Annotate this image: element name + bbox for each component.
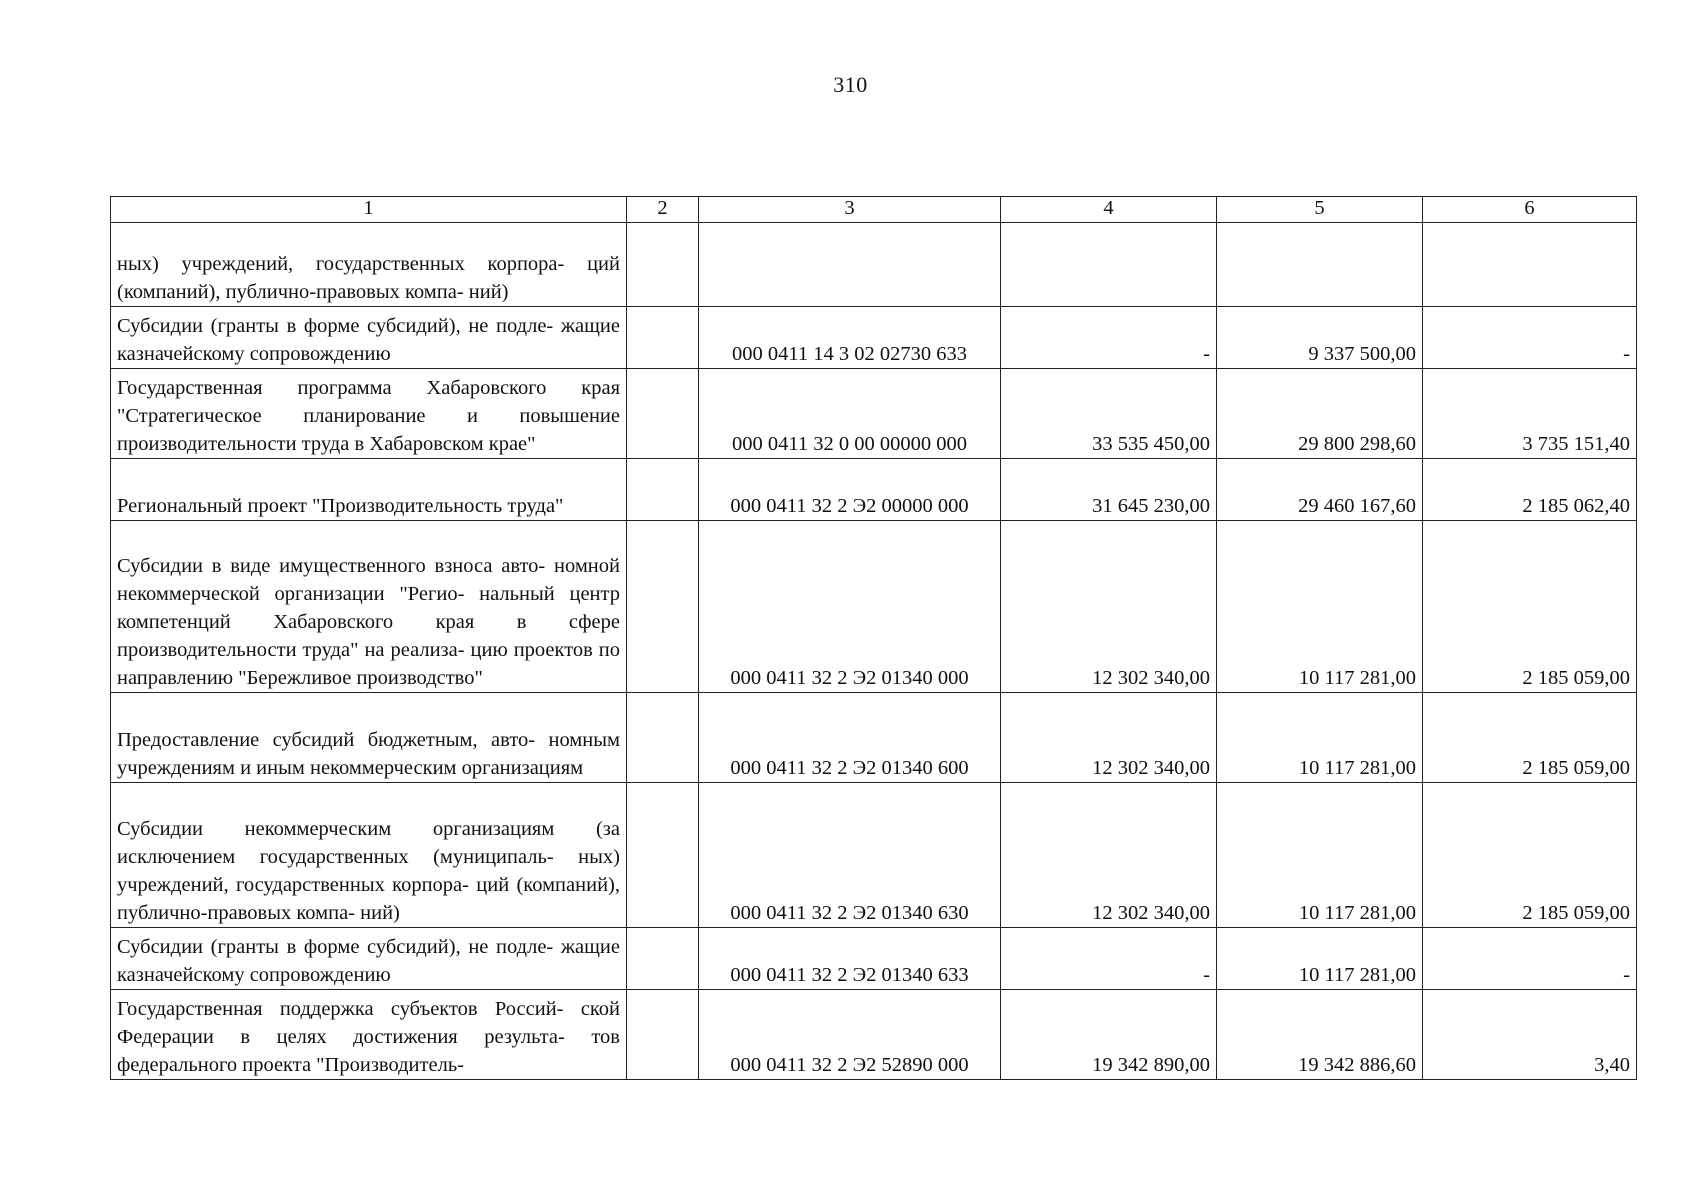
amount-col5-cell: 29 800 298,60 xyxy=(1217,369,1423,459)
amount-col5-cell xyxy=(1217,223,1423,307)
table-row xyxy=(111,521,1637,693)
amount-col4-cell: 12 302 340,00 xyxy=(1001,783,1217,928)
amount-col6-cell: 2 185 062,40 xyxy=(1423,459,1637,521)
col2-cell xyxy=(627,521,699,693)
column-header: 1 xyxy=(111,197,627,223)
amount-col6-cell: 3,40 xyxy=(1423,990,1637,1080)
row-name-cell: ных) учреждений, государственных корпора- ций (компаний), публично-правовых компа- ний) xyxy=(111,223,627,307)
amount-col6-cell: 2 185 059,00 xyxy=(1423,521,1637,693)
amount-col4-cell xyxy=(1001,223,1217,307)
table-row xyxy=(111,693,1637,783)
row-name-cell: Государственная поддержка субъектов Россий- ской Федерации в целях достижения результа- тов федерального проекта "Производитель- xyxy=(111,990,627,1080)
column-header: 3 xyxy=(699,197,1001,223)
col2-cell xyxy=(627,990,699,1080)
row-name-cell: Субсидии некоммерческим организациям (за исключением государственных (муниципаль- ных) учреждений, государственных корпора- ций (компаний), публично-правовых компа- ний) xyxy=(111,783,627,928)
code-cell: 000 0411 32 2 Э2 01340 633 xyxy=(699,928,1001,990)
amount-col5-cell: 9 337 500,00 xyxy=(1217,307,1423,369)
col2-cell xyxy=(627,223,699,307)
amount-col4-cell: - xyxy=(1001,928,1217,990)
amount-col4-cell: - xyxy=(1001,307,1217,369)
row-name-cell: Субсидии (гранты в форме субсидий), не подле- жащие казначейскому сопровождению xyxy=(111,307,627,369)
amount-col6-cell: - xyxy=(1423,307,1637,369)
table-row xyxy=(111,369,1637,459)
column-header: 4 xyxy=(1001,197,1217,223)
table-row xyxy=(111,783,1637,928)
code-cell: 000 0411 32 2 Э2 01340 630 xyxy=(699,783,1001,928)
col2-cell xyxy=(627,928,699,990)
amount-col4-cell: 12 302 340,00 xyxy=(1001,521,1217,693)
code-cell: 000 0411 32 2 Э2 52890 000 xyxy=(699,990,1001,1080)
column-header: 5 xyxy=(1217,197,1423,223)
col2-cell xyxy=(627,307,699,369)
col2-cell xyxy=(627,369,699,459)
amount-col4-cell: 12 302 340,00 xyxy=(1001,693,1217,783)
amount-col5-cell: 10 117 281,00 xyxy=(1217,783,1423,928)
amount-col6-cell: 3 735 151,40 xyxy=(1423,369,1637,459)
table-row xyxy=(111,459,1637,521)
code-cell: 000 0411 32 2 Э2 01340 600 xyxy=(699,693,1001,783)
amount-col4-cell: 33 535 450,00 xyxy=(1001,369,1217,459)
amount-col5-cell: 10 117 281,00 xyxy=(1217,693,1423,783)
budget-table xyxy=(110,196,1637,1080)
col2-cell xyxy=(627,783,699,928)
amount-col4-cell: 19 342 890,00 xyxy=(1001,990,1217,1080)
col2-cell xyxy=(627,693,699,783)
table-row xyxy=(111,928,1637,990)
amount-col6-cell: 2 185 059,00 xyxy=(1423,693,1637,783)
row-name-cell: Региональный проект "Производительность труда" xyxy=(111,459,627,521)
amount-col5-cell: 10 117 281,00 xyxy=(1217,521,1423,693)
table-row xyxy=(111,223,1637,307)
amount-col5-cell: 19 342 886,60 xyxy=(1217,990,1423,1080)
col2-cell xyxy=(627,459,699,521)
amount-col5-cell: 10 117 281,00 xyxy=(1217,928,1423,990)
column-header: 6 xyxy=(1423,197,1637,223)
code-cell: 000 0411 32 2 Э2 01340 000 xyxy=(699,521,1001,693)
amount-col5-cell: 29 460 167,60 xyxy=(1217,459,1423,521)
code-cell: 000 0411 32 0 00 00000 000 xyxy=(699,369,1001,459)
amount-col6-cell: - xyxy=(1423,928,1637,990)
amount-col6-cell: 2 185 059,00 xyxy=(1423,783,1637,928)
code-cell: 000 0411 32 2 Э2 00000 000 xyxy=(699,459,1001,521)
row-name-cell: Субсидии в виде имущественного взноса авто- номной некоммерческой организации "Регио- нальный центр компетенций Хабаровского края в сфере производительности труда" на реализа- цию проектов по направлению "Бережливое производство" xyxy=(111,521,627,693)
amount-col6-cell xyxy=(1423,223,1637,307)
column-header: 2 xyxy=(627,197,699,223)
row-name-cell: Государственная программа Хабаровского края "Стратегическое планирование и повышение производительности труда в Хабаровском крае" xyxy=(111,369,627,459)
table-row xyxy=(111,990,1637,1080)
header-row xyxy=(111,197,1637,223)
amount-col4-cell: 31 645 230,00 xyxy=(1001,459,1217,521)
code-cell: 000 0411 14 3 02 02730 633 xyxy=(699,307,1001,369)
table-row xyxy=(111,307,1637,369)
page-number: 310 xyxy=(833,72,868,97)
row-name-cell: Субсидии (гранты в форме субсидий), не подле- жащие казначейскому сопровождению xyxy=(111,928,627,990)
code-cell xyxy=(699,223,1001,307)
row-name-cell: Предоставление субсидий бюджетным, авто- номным учреждениям и иным некоммерческим организациям xyxy=(111,693,627,783)
